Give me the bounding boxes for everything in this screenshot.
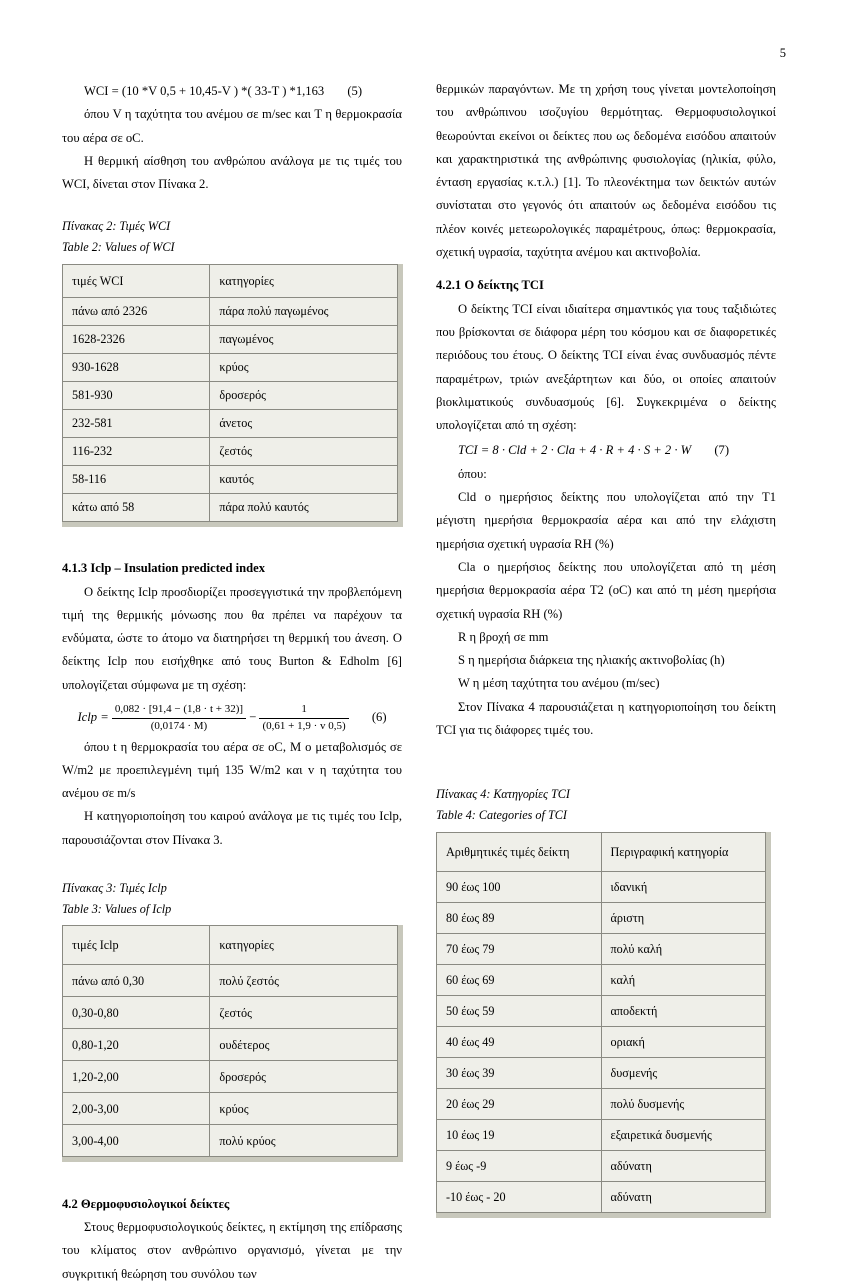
table-row bbox=[437, 1150, 766, 1181]
equation-5-text: WCI = (10 *V 0,5 + 10,45-V ) *( 33-T ) *1,163 bbox=[84, 84, 325, 98]
equation-6-minus: − bbox=[249, 710, 257, 725]
table-cell: 0,80-1,20 bbox=[63, 1029, 210, 1061]
table-cell: πολύ ζεστός bbox=[210, 965, 398, 997]
table-2-wci bbox=[62, 264, 398, 522]
paragraph-opou: όπου: bbox=[458, 466, 487, 481]
table-row bbox=[63, 997, 398, 1029]
table-2-header-1: κατηγορίες bbox=[210, 264, 398, 297]
equation-7 bbox=[436, 439, 776, 462]
table-row bbox=[63, 409, 398, 437]
table-cell: πάνω από 2326 bbox=[63, 297, 210, 325]
equation-6 bbox=[62, 703, 402, 734]
table-cell: πάνω από 0,30 bbox=[63, 965, 210, 997]
paragraph-w: W η μέση ταχύτητα του ανέμου (m/sec) bbox=[458, 676, 660, 691]
table-cell: πολύ καλή bbox=[601, 933, 766, 964]
table-4-caption-gr: Πίνακας 4: Κατηγορίες TCI bbox=[436, 787, 570, 802]
table-row bbox=[63, 353, 398, 381]
table-cell: δροσερός bbox=[210, 381, 398, 409]
table-row bbox=[63, 465, 398, 493]
table-cell: 70 έως 79 bbox=[437, 933, 602, 964]
table-cell: 1628-2326 bbox=[63, 325, 210, 353]
table-row bbox=[437, 871, 766, 902]
table-row bbox=[437, 1181, 766, 1212]
table-cell: αδύνατη bbox=[601, 1181, 766, 1212]
table-row bbox=[437, 1026, 766, 1057]
table-cell: οριακή bbox=[601, 1026, 766, 1057]
table-cell: καλή bbox=[601, 964, 766, 995]
table-4-tci bbox=[436, 832, 766, 1213]
table-3-header-1: κατηγορίες bbox=[210, 926, 398, 965]
table-cell: δυσμενής bbox=[601, 1057, 766, 1088]
table-4-wrapper bbox=[436, 832, 771, 1218]
table-cell: 1,20-2,00 bbox=[63, 1061, 210, 1093]
paragraph-iclp-vars: όπου t η θερμοκρασία του αέρα σε οC, M ο μεταβολισμός σε W/m2 με προεπιλεγμένη τιμή 135 W/m2 και v η ταχύτητα του ανέμου σε m/s bbox=[62, 739, 402, 801]
table-cell: 30 έως 39 bbox=[437, 1057, 602, 1088]
table-row bbox=[63, 965, 398, 997]
table-row bbox=[437, 995, 766, 1026]
left-column bbox=[62, 78, 402, 1286]
section-heading-42: 4.2 Θερμοφυσιολογικοί δείκτες bbox=[62, 1196, 230, 1211]
table-row bbox=[437, 1119, 766, 1150]
table-cell: 930-1628 bbox=[63, 353, 210, 381]
equation-7-number: (7) bbox=[714, 443, 730, 458]
table-cell: πάρα πολύ καυτός bbox=[210, 493, 398, 521]
table-row bbox=[437, 1088, 766, 1119]
paragraph-iclp-table-ref: Η κατηγοριοποίηση του καιρού ανάλογα με τις τιμές του Iclp, παρουσιάζονται στον Πίνακα 3. bbox=[62, 809, 402, 847]
table-2-header-0: τιμές WCI bbox=[63, 264, 210, 297]
table-row bbox=[63, 437, 398, 465]
table-cell: 232-581 bbox=[63, 409, 210, 437]
table-cell: 0,30-0,80 bbox=[63, 997, 210, 1029]
table-cell: άριστη bbox=[601, 902, 766, 933]
table-row bbox=[63, 1125, 398, 1157]
equation-5-number: (5) bbox=[347, 84, 363, 98]
equation-6-number: (6) bbox=[371, 710, 387, 725]
table-cell: άνετος bbox=[210, 409, 398, 437]
table-cell: κάτω από 58 bbox=[63, 493, 210, 521]
table-cell: ζεστός bbox=[210, 437, 398, 465]
table-cell: πολύ κρύος bbox=[210, 1125, 398, 1157]
page-number: 5 bbox=[779, 46, 786, 60]
table-cell: αδύνατη bbox=[601, 1150, 766, 1181]
table-cell: 3,00-4,00 bbox=[63, 1125, 210, 1157]
section-heading-421: 4.2.1 Ο δείκτης TCI bbox=[436, 278, 544, 293]
table-3-captions bbox=[62, 878, 402, 919]
table-row bbox=[437, 902, 766, 933]
equation-6-fraction-2 bbox=[259, 703, 348, 734]
section-heading-413: 4.1.3 Iclp – Insulation predicted index bbox=[62, 561, 266, 576]
paragraph-cld: Cld ο ημερήσιος δείκτης που υπολογίζεται από την T1 μέγιστη ημερήσια θερμοκρασία αέρα και από την ελάχιστη ημερήσια σχετική υγρασία RH (%) bbox=[436, 490, 776, 551]
paragraph-thermo-intro: Στους θερμοφυσιολογικούς δείκτες, η εκτίμηση της επίδρασης του κλίματος στον ανθρώπινο οργανισμό, γίνεται με την συγκριτική θεώρηση του συνόλου των bbox=[62, 1220, 402, 1281]
table-cell: παγωμένος bbox=[210, 325, 398, 353]
paragraph-iclp-intro: Ο δείκτης Iclp προσδιορίζει προσεγγιστικά την προβλεπόμενη τιμή της θερμικής μόνωσης που θα πρέπει να παρέχουν τα ενδύματα, ώστε το άτομο να διατηρήσει τη θερμική του άνεση. Ο δείκτης Iclp που εισήχθηκε από τους Burton & Edholm [6] υπολογίζεται σύμφωνα με τη σχέση: bbox=[62, 584, 402, 692]
table-row bbox=[437, 832, 766, 871]
table-3-iclp bbox=[62, 925, 398, 1157]
table-cell: 2,00-3,00 bbox=[63, 1093, 210, 1125]
table-3-caption-en: Table 3: Values of Iclp bbox=[62, 901, 172, 916]
table-cell: 9 έως -9 bbox=[437, 1150, 602, 1181]
table-4-header-1: Περιγραφική κατηγορία bbox=[601, 832, 766, 871]
table-cell: αποδεκτή bbox=[601, 995, 766, 1026]
table-row bbox=[63, 493, 398, 521]
paragraph-cla: Cla ο ημερήσιος δείκτης που υπολογίζεται από τη μέση ημερήσια θερμοκρασία αέρα T2 (οC) και από τη μέση ημερήσια σχετική υγρασία RH (%) bbox=[436, 559, 776, 621]
table-row bbox=[63, 297, 398, 325]
table-row bbox=[63, 1061, 398, 1093]
equation-6-fraction-1 bbox=[112, 703, 246, 734]
table-4-captions bbox=[436, 784, 776, 825]
equation-7-text: TCI = 8 · Cld + 2 · Cla + 4 · R + 4 · S + 2 · W bbox=[458, 443, 692, 458]
table-cell: ζεστός bbox=[210, 997, 398, 1029]
table-cell: πολύ δυσμενής bbox=[601, 1088, 766, 1119]
right-column bbox=[436, 78, 776, 1226]
table-row bbox=[437, 1057, 766, 1088]
table-row bbox=[63, 1093, 398, 1125]
table-row bbox=[63, 325, 398, 353]
paragraph-thermo-continued: θερμικών παραγόντων. Με τη χρήση τους γίνεται μοντελοποίηση του ανθρώπινου ισοζυγίου θερμότητας. Θερμοφυσιολογικοί θεωρούνται εκείνοι οι δείκτες που ως δεδομένα εισόδου απαιτούν και χαρακτηριστικά της ανθρώπινης φυσιολογίας (ηλικία, φύλο, ένταση εργασίας κ.τ.λ.) [1]. Το πλεονέκτημα των δεικτών αυτών συνίσταται στο γεγονός ότι απαιτούν ως δεδομένα εισόδου τις πλέον κοινές μετεωρολογικές παραμέτρους, όπως: θερμοκρασία, σχετική υγρασία, ταχύτητα ανέμου και ακτινοβολία. bbox=[436, 82, 776, 260]
equation-6-num-1: 0,082 · [91,4 − (1,8 · t + 32)] bbox=[112, 703, 246, 719]
paragraph-wci-table-ref: Η θερμική αίσθηση του ανθρώπου ανάλογα με τις τιμές του WCI, δίνεται στον Πίνακα 2. bbox=[62, 153, 402, 192]
table-3-caption-gr: Πίνακας 3: Τιμές Iclp bbox=[62, 881, 167, 896]
table-3-header-0: τιμές Iclp bbox=[63, 926, 210, 965]
table-cell: 60 έως 69 bbox=[437, 964, 602, 995]
table-cell: κρύος bbox=[210, 353, 398, 381]
table-2-captions bbox=[62, 216, 402, 257]
table-cell: ουδέτερος bbox=[210, 1029, 398, 1061]
table-3-wrapper bbox=[62, 925, 403, 1162]
table-cell: 116-232 bbox=[63, 437, 210, 465]
table-4-caption-en: Table 4: Categories of TCI bbox=[436, 808, 567, 823]
equation-6-num-2: 1 bbox=[259, 703, 348, 719]
table-row bbox=[63, 381, 398, 409]
paragraph-tci-table-ref: Στον Πίνακα 4 παρουσιάζεται η κατηγοριοποίηση του δείκτη TCI για τις διάφορες τιμές του. bbox=[436, 699, 776, 738]
table-cell: 90 έως 100 bbox=[437, 871, 602, 902]
table-row bbox=[437, 964, 766, 995]
table-2-caption-en: Table 2: Values of WCI bbox=[62, 240, 175, 255]
table-cell: 50 έως 59 bbox=[437, 995, 602, 1026]
table-2-caption-gr: Πίνακας 2: Τιμές WCI bbox=[62, 219, 171, 234]
table-cell: κρύος bbox=[210, 1093, 398, 1125]
paragraph-r: R η βροχή σε mm bbox=[458, 629, 549, 644]
paragraph-tci-intro: Ο δείκτης TCI είναι ιδιαίτερα σημαντικός για τους ταξιδιώτες που βρίσκονται σε διάφορα μέρη του κόσμου και σε διαφορετικές περιόδους του έτους. Ο δείκτης TCI είναι ένας συνδυασμός πέντε παραμέτρων, τριών ανεξάρτητων και δύο, οι οποίες απαιτούν βιοκλιματικούς συνδυασμούς [6]. Συγκεκριμένα ο δείκτης υπολογίζεται από τη σχέση: bbox=[436, 301, 776, 433]
equation-6-den-2: (0,61 + 1,9 · v 0,5) bbox=[262, 719, 346, 732]
paragraph-wci-vars: όπου V η ταχύτητα του ανέμου σε m/sec και T η θερμοκρασία του αέρα σε οC. bbox=[62, 107, 402, 145]
table-row bbox=[63, 926, 398, 965]
table-row bbox=[437, 933, 766, 964]
paragraph-s: S η ημερήσια διάρκεια της ηλιακής ακτινοβολίας (h) bbox=[458, 653, 725, 668]
equation-5 bbox=[62, 80, 402, 103]
equation-6-den-1: (0,0174 · M) bbox=[150, 719, 208, 732]
table-cell: 10 έως 19 bbox=[437, 1119, 602, 1150]
table-cell: 58-116 bbox=[63, 465, 210, 493]
table-row bbox=[63, 1029, 398, 1061]
table-cell: δροσερός bbox=[210, 1061, 398, 1093]
table-4-header-0: Αριθμητικές τιμές δείκτη bbox=[437, 832, 602, 871]
table-cell: 80 έως 89 bbox=[437, 902, 602, 933]
table-row bbox=[63, 264, 398, 297]
equation-6-lhs: Iclp = bbox=[77, 710, 109, 725]
table-2-wrapper bbox=[62, 264, 403, 527]
table-cell: ιδανική bbox=[601, 871, 766, 902]
table-cell: 581-930 bbox=[63, 381, 210, 409]
table-cell: 20 έως 29 bbox=[437, 1088, 602, 1119]
table-cell: 40 έως 49 bbox=[437, 1026, 602, 1057]
table-cell: πάρα πολύ παγωμένος bbox=[210, 297, 398, 325]
table-cell: -10 έως - 20 bbox=[437, 1181, 602, 1212]
table-cell: καυτός bbox=[210, 465, 398, 493]
table-cell: εξαιρετικά δυσμενής bbox=[601, 1119, 766, 1150]
